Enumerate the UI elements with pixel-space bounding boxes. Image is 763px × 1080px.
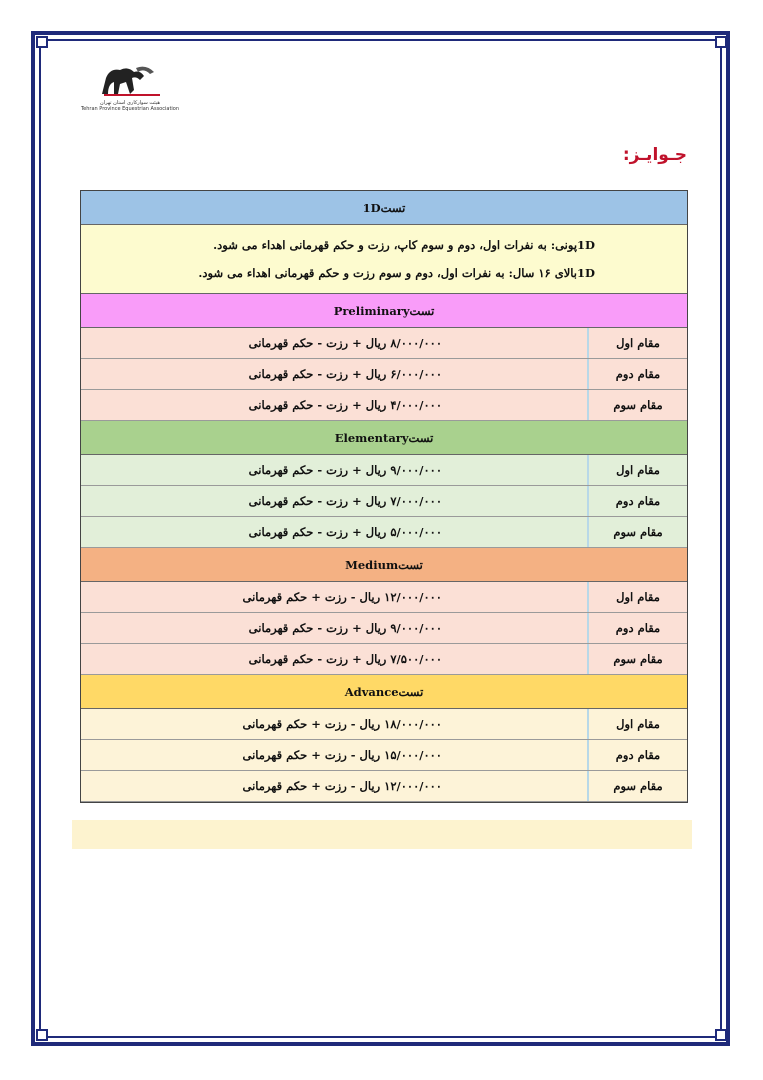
section-header-preliminary (81, 294, 687, 328)
table-row (81, 328, 687, 359)
section-header-d1 (81, 191, 687, 225)
info-line (81, 231, 687, 259)
place-cell: مقام سوم (587, 644, 687, 674)
section-title-level: Elementary (334, 430, 409, 445)
place-cell: مقام دوم (587, 359, 687, 389)
table-row (81, 644, 687, 675)
corner-ornament (36, 1029, 48, 1041)
info-line (81, 259, 687, 287)
section-title-prefix: تست (380, 200, 406, 215)
place-cell: مقام دوم (587, 613, 687, 643)
corner-ornament (36, 36, 48, 48)
prize-cell: ۹/۰۰۰/۰۰۰ ریال + رزت - حکم قهرمانی (248, 621, 442, 635)
place-cell: مقام اول (587, 709, 687, 739)
table-row (81, 359, 687, 390)
table-row (81, 582, 687, 613)
info-line-code: 1D (577, 238, 595, 252)
section-title-prefix: تست (409, 303, 435, 318)
prize-cell: ۱۵/۰۰۰/۰۰۰ ریال - رزت + حکم قهرمانی (242, 748, 442, 762)
prize-cell: ۱۲/۰۰۰/۰۰۰ ریال - رزت + حکم قهرمانی (242, 590, 442, 604)
section-title-prefix: تست (398, 684, 424, 699)
prize-cell: ۸/۰۰۰/۰۰۰ ریال + رزت - حکم قهرمانی (248, 336, 442, 350)
place-cell: مقام سوم (587, 390, 687, 420)
prize-cell: ۱۸/۰۰۰/۰۰۰ ریال - رزت + حکم قهرمانی (242, 717, 442, 731)
section-title-prefix: تست (398, 557, 423, 572)
prize-cell: ۷/۰۰۰/۰۰۰ ریال + رزت - حکم قهرمانی (248, 494, 442, 508)
table-row (81, 740, 687, 771)
place-cell: مقام دوم (587, 486, 687, 516)
section-header-medium (81, 548, 687, 582)
info-line-text: پونی: به نفرات اول، دوم و سوم کاپ، رزت و حکم قهرمانی اهداء می شود. (213, 238, 578, 252)
place-cell: مقام اول (587, 582, 687, 612)
table-row (81, 613, 687, 644)
prize-cell: ۶/۰۰۰/۰۰۰ ریال + رزت - حکم قهرمانی (248, 367, 442, 381)
place-cell: مقام سوم (587, 771, 687, 801)
section-title-level: Advance (344, 684, 399, 699)
section-header-elementary (81, 421, 687, 455)
table-row (81, 486, 687, 517)
logo-caption (80, 100, 180, 112)
prize-cell: ۵/۰۰۰/۰۰۰ ریال + رزت - حکم قهرمانی (248, 525, 442, 539)
section-title-level: 1D (362, 200, 381, 215)
table-row (81, 455, 687, 486)
section-title-level: Medium (345, 557, 399, 572)
info-line-code: 1D (577, 266, 595, 280)
section-title-level: Preliminary (333, 303, 410, 318)
section-title-prefix: تست (408, 430, 434, 445)
prize-table (80, 190, 688, 803)
corner-ornament (715, 1029, 727, 1041)
prize-cell: ۷/۵۰۰/۰۰۰ ریال + رزت - حکم قهرمانی (248, 652, 442, 666)
table-row (81, 771, 687, 802)
corner-ornament (715, 36, 727, 48)
logo-caption-en: Tehran Province Equestrian Association (80, 106, 180, 112)
prize-cell: ۹/۰۰۰/۰۰۰ ریال + رزت - حکم قهرمانی (248, 463, 442, 477)
table-footer-band (72, 820, 692, 849)
horse-logo-icon (80, 60, 180, 102)
place-cell: مقام اول (587, 455, 687, 485)
info-line-text: بالای ۱۶ سال: به نفرات اول، دوم و سوم رزت و حکم قهرمانی اهداء می شود. (198, 266, 578, 280)
prize-cell: ۴/۰۰۰/۰۰۰ ریال + رزت - حکم قهرمانی (248, 398, 442, 412)
section-header-advance (81, 675, 687, 709)
place-cell: مقام اول (587, 328, 687, 358)
place-cell: مقام سوم (587, 517, 687, 547)
section-info-d1 (81, 225, 687, 294)
association-logo (80, 60, 180, 118)
page-title: جـوایـز: (622, 145, 687, 165)
place-cell: مقام دوم (587, 740, 687, 770)
table-row (81, 517, 687, 548)
prize-cell: ۱۲/۰۰۰/۰۰۰ ریال - رزت + حکم قهرمانی (242, 779, 442, 793)
table-row (81, 390, 687, 421)
table-row (81, 709, 687, 740)
logo-caption-fa: هیئت سوارکاری استان تهران (100, 100, 160, 106)
